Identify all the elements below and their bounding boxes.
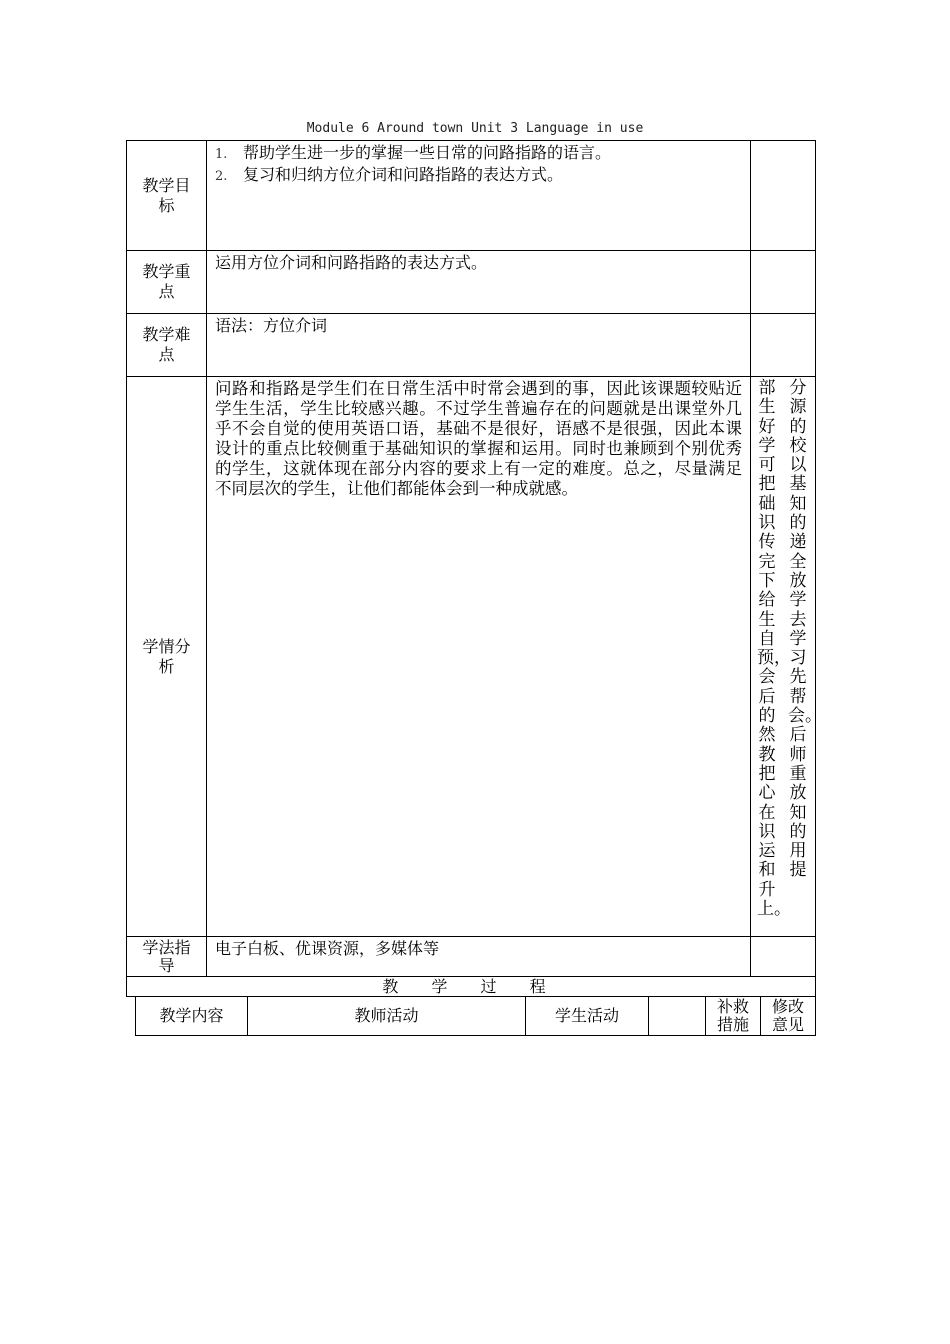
col-remedial-measures: 补救措施 — [705, 996, 761, 1036]
analysis-side-col2: 分源的校以基知的递全放学去学习先帮会。后师重放知的用提 — [788, 378, 822, 881]
methods-side — [750, 936, 816, 977]
objectives-content — [206, 140, 751, 251]
objective-item: 复习和归纳方位介词和问路指路的表达方式。 — [243, 165, 564, 184]
col-teacher-activity: 教师活动 — [247, 996, 526, 1036]
key-points-side — [750, 250, 816, 314]
col-revision-notes: 修改意见 — [760, 996, 816, 1036]
difficulties-content: 语法：方位介词 — [206, 313, 751, 377]
methods-label: 学法指导 — [126, 936, 207, 977]
objective-item: 帮助学生进一步的掌握一些日常的问路指路的语言。 — [243, 143, 612, 162]
objectives-label: 教学目标 — [126, 140, 207, 251]
key-points-content: 运用方位介词和问路指路的表达方式。 — [206, 250, 751, 314]
analysis-side — [750, 376, 822, 937]
analysis-side-col1: 部生好学可把础识传完下给生自预，会后的然教把心在识运和升上。 — [757, 378, 791, 920]
col-teaching-content: 教学内容 — [135, 996, 248, 1036]
process-heading: 教 学 过 程 — [126, 976, 816, 997]
key-points-label: 教学重点 — [126, 250, 207, 314]
analysis-label: 学情分析 — [126, 376, 207, 937]
col-student-activity: 学生活动 — [525, 996, 649, 1036]
difficulties-label: 教学难点 — [126, 313, 207, 377]
item-number: 1. — [215, 147, 228, 162]
difficulties-side — [750, 313, 816, 377]
objectives-side — [750, 140, 816, 251]
document-title: Module 6 Around town Unit 3 Language in use — [306, 121, 644, 136]
col-blank — [648, 996, 706, 1036]
analysis-content: 问路和指路是学生们在日常生活中时常会遇到的事，因此该课题较贴近学生生活，学生比较感兴趣。不过学生普遍存在的问题就是出课堂外几乎不会自觉的使用英语口语，基础不是很好，语感不是很强，因此本课设计的重点比较侧重于基础知识的掌握和运用。同时也兼顾到个别优秀的学生，这就体现在部分内容的要求上有一定的难度。总之，尽量满足不同层次的学生，让他们都能体会到一种成就感。 — [206, 376, 751, 937]
methods-content: 电子白板、优课资源，多媒体等 — [206, 936, 751, 977]
item-number: 2. — [215, 169, 228, 184]
